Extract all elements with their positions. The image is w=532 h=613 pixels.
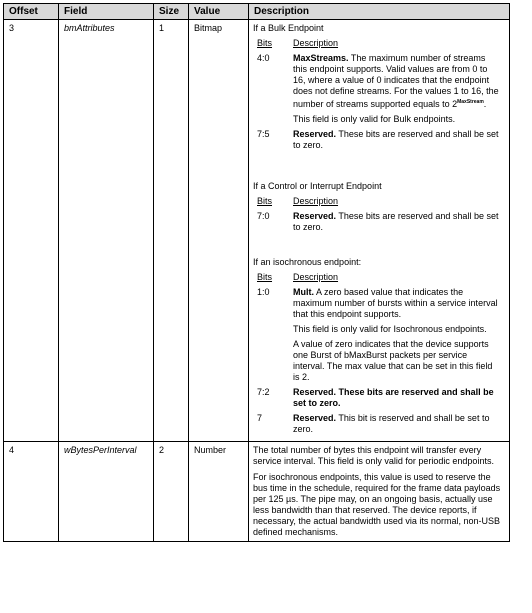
cell-value: Number: [189, 442, 249, 542]
bit-range: 7: [257, 413, 263, 423]
bit-text: The maximum number of streams this endpoint supports. Valid values are from 0 to 16, where a value of 0 indicates that the endpoint does not define streams. For the values 1 to 16, the number of streams supported equals to 2: [293, 53, 499, 109]
description-label: Description: [293, 38, 339, 48]
control-section-title: If a Control or Interrupt Endpoint: [253, 181, 382, 191]
bit-row-mult: [253, 287, 505, 320]
description-label: Description: [293, 272, 339, 282]
bits-label: Bits: [257, 38, 273, 48]
header-offset: Offset: [4, 4, 59, 20]
bit-note: This field is only valid for Isochronous endpoints.: [293, 324, 487, 334]
header-value: Value: [189, 4, 249, 20]
header-size: Size: [154, 4, 189, 20]
exponent: MaxStream: [457, 99, 484, 105]
bit-name: Reserved.: [293, 129, 337, 139]
bit-description: [293, 211, 505, 233]
bit-name: Reserved.: [293, 413, 337, 423]
cell-description: [249, 20, 510, 442]
bulk-section-title: If a Bulk Endpoint: [253, 23, 324, 33]
bit-range: 7:0: [257, 211, 270, 221]
bit-description: Reserved. These bits are reserved and shall be set to zero.: [293, 387, 494, 408]
bit-row-reserved: [253, 413, 505, 435]
bit-row-maxstreams: [253, 53, 505, 110]
cell-value: Bitmap: [189, 20, 249, 442]
bit-range: 4:0: [257, 53, 270, 63]
cell-offset: 4: [4, 442, 59, 542]
bulk-bits-header: [253, 38, 505, 49]
cell-size: 2: [154, 442, 189, 542]
bit-note: This field is only valid for Bulk endpoints.: [293, 114, 456, 124]
bit-description: [293, 413, 505, 435]
header-field: Field: [59, 4, 154, 20]
bit-text-tail: .: [483, 99, 487, 109]
control-bits-header: [253, 196, 505, 207]
table-row: [4, 442, 510, 542]
control-section: [253, 181, 505, 233]
bit-name: Mult.: [293, 287, 314, 297]
bit-text: A zero based value that indicates the maximum number of bursts within a service interval that this endpoint supports.: [293, 287, 498, 319]
bits-label: Bits: [257, 196, 273, 206]
bits-label: Bits: [257, 272, 273, 282]
descriptor-table-page: [3, 3, 509, 542]
endpoint-companion-descriptor-table: [3, 3, 510, 542]
bit-text: These bits are reserved and shall be set to zero.: [293, 129, 499, 150]
bit-range: 7:5: [257, 129, 270, 139]
table-row: [4, 20, 510, 442]
header-description: Description: [249, 4, 510, 20]
isochronous-section: [253, 257, 505, 435]
bit-row-reserved: [253, 387, 505, 409]
cell-size: 1: [154, 20, 189, 442]
bit-note: A value of zero indicates that the device supports one Burst of bMaxBurst packets per service interval. The max value that can be set in this field is 2.: [293, 339, 493, 382]
bit-row-reserved: [253, 211, 505, 233]
isochronous-bits-header: [253, 272, 505, 283]
bit-text: This bit is reserved and shall be set to zero.: [293, 413, 490, 434]
bulk-section: [253, 23, 505, 151]
spacer: [253, 435, 505, 438]
bit-row-reserved: [253, 129, 505, 151]
bit-description: [293, 53, 505, 110]
cell-field: bmAttributes: [59, 20, 154, 442]
bit-range: 7:2: [257, 387, 270, 397]
header-row: [4, 4, 510, 20]
bit-text: These bits are reserved and shall be set to zero.: [293, 211, 499, 232]
bit-description: [293, 129, 505, 151]
cell-offset: 3: [4, 20, 59, 442]
bit-range: 1:0: [257, 287, 270, 297]
description-paragraph: For isochronous endpoints, this value is used to reserve the bus time in the schedule, required for the frame data payloads per 125 µs. The pipe may, on an ongoing basis, actually use less bandwidth than that reserved. The device reports, if necessary, the actual bandwidth used via its normal, non-USB defined mechanisms.: [253, 472, 501, 537]
isochronous-section-title: If an isochronous endpoint:: [253, 257, 362, 267]
spacer: [253, 151, 505, 181]
bit-name: MaxStreams.: [293, 53, 349, 63]
spacer: [253, 233, 505, 257]
bit-description: [293, 287, 505, 320]
cell-description: [249, 442, 510, 542]
cell-field: wBytesPerInterval: [59, 442, 154, 542]
description-paragraph: The total number of bytes this endpoint will transfer every service interval. This field is only valid for periodic endpoints.: [253, 445, 494, 466]
description-label: Description: [293, 196, 339, 206]
bit-name: Reserved.: [293, 211, 337, 221]
